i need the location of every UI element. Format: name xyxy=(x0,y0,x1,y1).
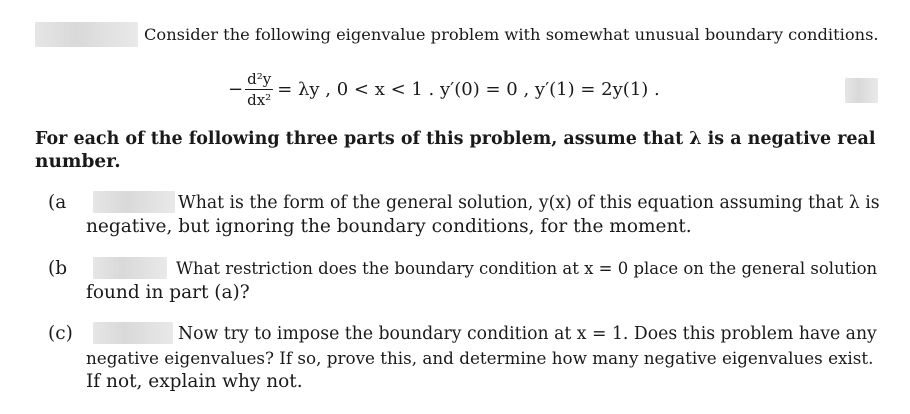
derivative-fraction xyxy=(245,70,273,109)
part-a-line-1: What is the form of the general solution, y(x) of this equation assuming that λ is xyxy=(178,193,880,213)
part-b-line-2: found in part (a)? xyxy=(86,282,250,303)
part-a-line-2: negative, but ignoring the boundary conditions, for the moment. xyxy=(86,216,692,237)
part-b-label: (b xyxy=(48,258,68,279)
eigenvalue-equation xyxy=(228,62,660,116)
fraction-denominator: dx² xyxy=(247,90,272,109)
redacted-block-part-c xyxy=(93,322,173,344)
part-b-line-1: What restriction does the boundary condition at x = 0 place on the general solution xyxy=(176,259,878,278)
instruction-line-1: For each of the following three parts of this problem, assume that λ is a negative real xyxy=(35,129,876,149)
part-c-line-1: Now try to impose the boundary condition at x = 1. Does this problem have any xyxy=(178,324,877,344)
equation-minus-sign: − xyxy=(228,78,244,100)
intro-text: Consider the following eigenvalue problem with somewhat unusual boundary conditions. xyxy=(144,25,879,44)
redacted-block-part-b xyxy=(93,257,167,279)
part-c-line-3: If not, explain why not. xyxy=(86,371,303,392)
redacted-block-part-a xyxy=(93,191,175,213)
fraction-numerator: d²y xyxy=(247,69,272,88)
equation-rhs: = λy , 0 < x < 1 . y′(0) = 0 , y′(1) = 2y(1) . xyxy=(277,78,660,100)
part-c-line-2: negative eigenvalues? If so, prove this, and determine how many negative eigenvalues exist. xyxy=(86,348,874,368)
instruction-line-2: number. xyxy=(35,151,121,172)
part-a-label: (a xyxy=(48,192,67,213)
redacted-block-header xyxy=(35,22,138,47)
part-c-label: (c) xyxy=(48,323,73,344)
redacted-block-equation-number xyxy=(845,78,878,103)
